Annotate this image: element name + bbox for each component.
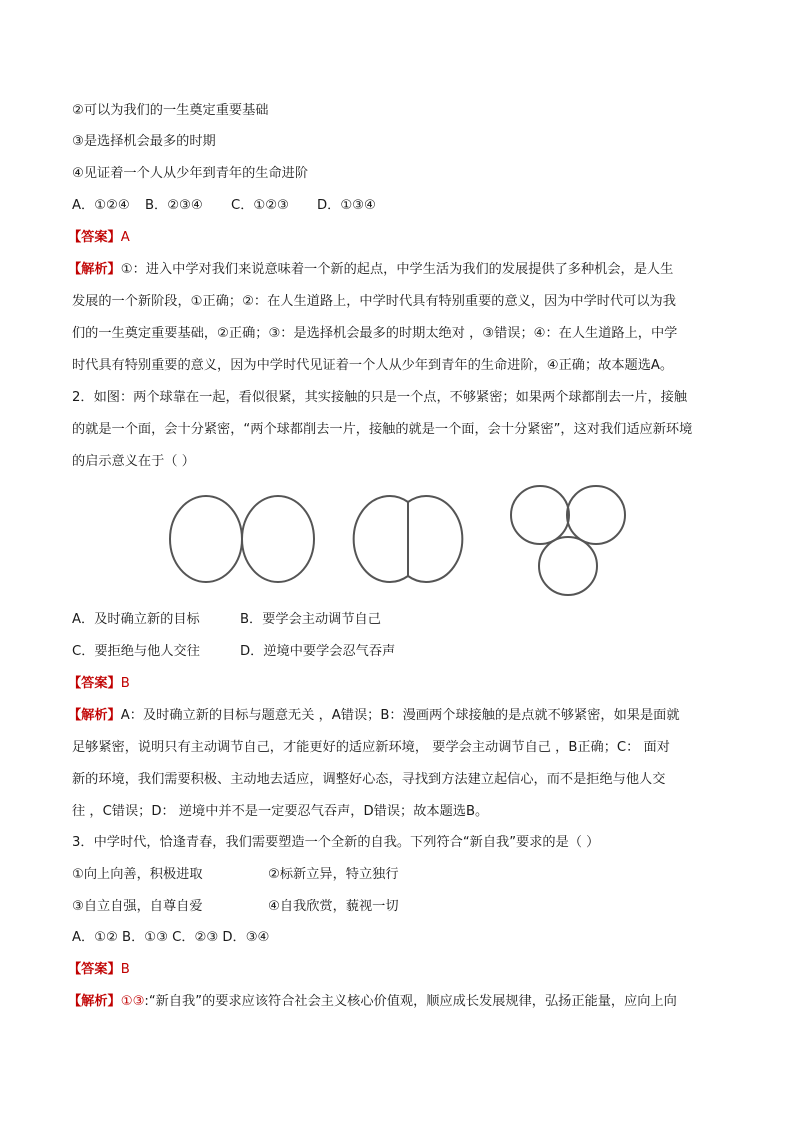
answer-value: B <box>120 962 130 977</box>
q3-item-1: ①向上向善，积极进取 <box>72 867 203 882</box>
q2-analysis-line-4: 往 ，C错误；D： 逆境中并不是一定要忍气吞声，D错误；故本题选B。 <box>72 804 489 819</box>
analysis-text: ①：进入中学对我们来说意味着一个新的起点，中学生活为我们的发展提供了多种机会，是人生 <box>120 262 674 277</box>
ball-circle <box>511 486 569 544</box>
q2-analysis-line-2: 足够紧密，说明只有主动调节自己，才能更好的适应新环境， 要学会主动调节自己 ，B正确；C： 面对 <box>72 740 670 755</box>
q2-option-a: A．及时确立新的目标 <box>72 612 200 627</box>
q2-answer <box>68 674 130 694</box>
q1-answer <box>68 228 130 248</box>
balls-figure <box>160 478 640 600</box>
q1-item-2: ②可以为我们的一生奠定重要基础 <box>72 103 269 118</box>
ball-circle <box>170 496 242 582</box>
analysis-label: 【解析】 <box>68 262 121 277</box>
q2-analysis-line-1 <box>68 706 680 726</box>
q3-items-row-1 <box>72 865 399 885</box>
answer-label: 【答案】 <box>68 962 121 977</box>
q1-option-a: A．①②④ <box>72 198 130 213</box>
q3-stem: 3．中学时代，恰逢青春，我们需要塑造一个全新的自我。下列符合“新自我”要求的是（ ） <box>72 835 600 850</box>
q3-options: A．①② B．①③ C．②③ D．③④ <box>72 930 270 945</box>
q3-items-row-2 <box>72 897 399 917</box>
q2-option-d: D．逆境中要学会忍气吞声 <box>240 644 396 659</box>
q1-item-3: ③是选择机会最多的时期 <box>72 134 216 149</box>
q1-options <box>72 196 376 216</box>
q1-option-c: C．①②③ <box>231 198 289 213</box>
q2-analysis-line-3: 新的环境，我们需要积极、主动地去适应，调整好心态，寻找到方法建立起信心，而不是拒绝与他人交 <box>72 772 666 787</box>
q2-option-c: C．要拒绝与他人交往 <box>72 644 200 659</box>
q1-analysis-line-3: 们的一生奠定重要基础，②正确；③：是选择机会最多的时期太绝对 ，③错误；④：在人生道路上，中学 <box>72 326 678 341</box>
analysis-label: 【解析】 <box>68 994 121 1009</box>
answer-label: 【答案】 <box>68 230 121 245</box>
ball-circle <box>567 486 625 544</box>
q2-option-b: B．要学会主动调节自己 <box>240 612 381 627</box>
analysis-label: 【解析】 <box>68 708 121 723</box>
q1-analysis-line-2: 发展的一个新阶段，①正确；②：在人生道路上，中学时代具有特别重要的意义，因为中学时代可以为我 <box>72 294 676 309</box>
q3-item-3: ③自立自强，自尊自爱 <box>72 899 203 914</box>
answer-value: A <box>120 230 130 245</box>
q2-options-row-1 <box>72 610 381 630</box>
q1-analysis-line-4: 时代具有特别重要的意义，因为中学时代见证着一个人从少年到青年的生命进阶，④正确；故本题选A。 <box>72 358 674 373</box>
analysis-text: A：及时确立新的目标与题意无关 ，A错误；B：漫画两个球接触的是点就不够紧密，如果是面就 <box>120 708 680 723</box>
analysis-text: :“新自我”的要求应该符合社会主义核心价值观，顺应成长发展规律，弘扬正能量，应向上向 <box>144 994 677 1009</box>
cut-ball-left <box>354 496 408 582</box>
answer-label: 【答案】 <box>68 676 121 691</box>
q3-item-2: ②标新立异，特立独行 <box>268 867 399 882</box>
q3-analysis-line-1 <box>68 992 677 1012</box>
q1-option-d: D．①③④ <box>317 198 376 213</box>
q1-item-4: ④见证着一个人从少年到青年的生命进阶 <box>72 166 309 181</box>
analysis-prefix: ①③ <box>120 994 145 1009</box>
ball-circle <box>242 496 314 582</box>
q3-answer <box>68 960 130 980</box>
ball-circle <box>539 537 597 595</box>
q2-stem-line-2: 的就是一个面，会十分紧密，“两个球都削去一片，接触的就是一个面，会十分紧密”，这对我们适应新环境 <box>72 422 693 437</box>
q2-stem-line-3: 的启示意义在于（ ） <box>72 454 195 469</box>
q2-options-row-2 <box>72 642 395 662</box>
q1-option-b: B．②③④ <box>145 198 203 213</box>
answer-value: B <box>120 676 130 691</box>
cut-ball-right <box>408 496 462 582</box>
q3-item-4: ④自我欣赏，藐视一切 <box>268 899 399 914</box>
q2-stem-line-1: 2．如图：两个球靠在一起，看似很紧，其实接触的只是一个点，不够紧密；如果两个球都削去一片，接触 <box>72 390 688 405</box>
q1-analysis-line-1 <box>68 260 673 280</box>
